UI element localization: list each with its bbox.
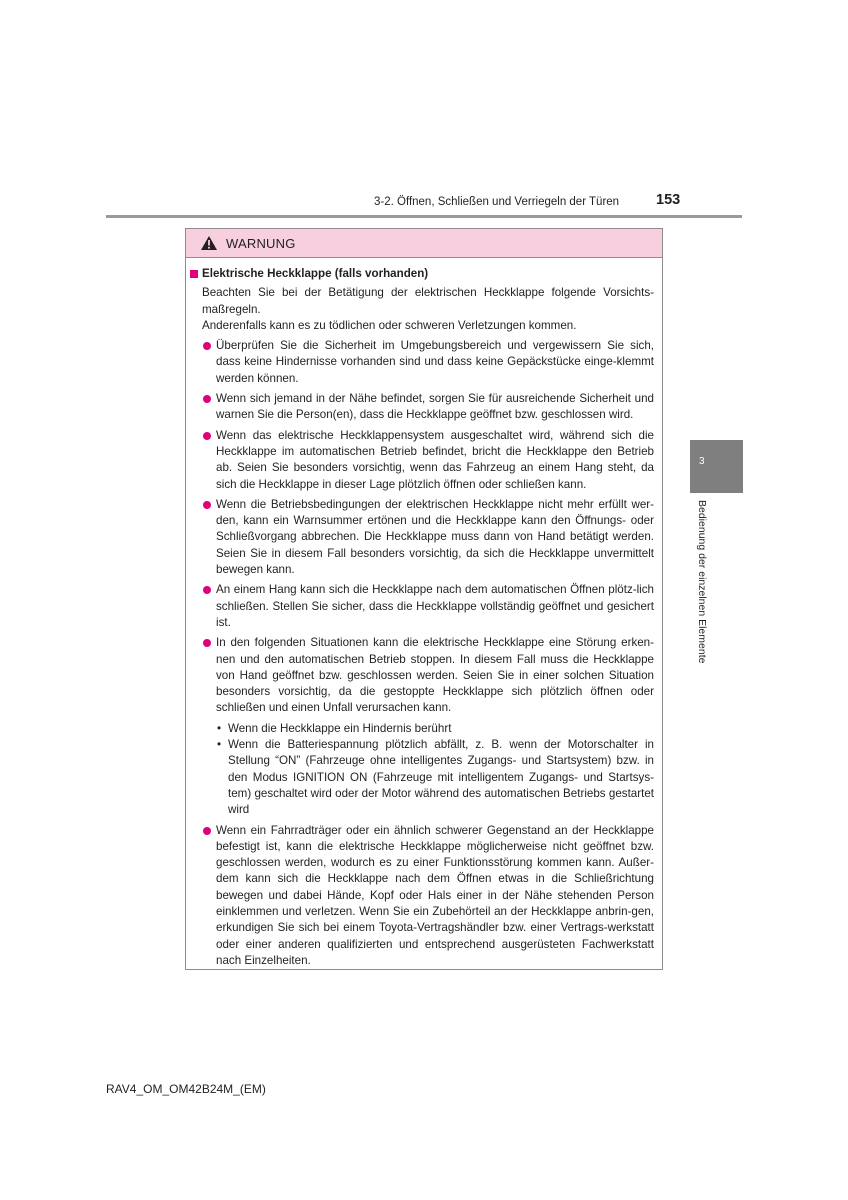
sub-list-item: [216, 721, 654, 737]
warning-body: [186, 258, 662, 969]
chapter-tab: [690, 440, 743, 493]
sub-list-item: [216, 737, 654, 818]
bullet-dot-icon: [203, 639, 211, 647]
sub-bullet-marker: •: [217, 738, 222, 752]
sub-list: [216, 721, 654, 819]
list-item: [202, 582, 654, 631]
section-title: Elektrische Heckklappe (falls vorhanden): [202, 267, 429, 280]
warning-list: [190, 338, 654, 969]
sub-list-item-text: Wenn die Heckklappe ein Hindernis berührt: [228, 721, 452, 735]
intro-paragraph-2: Anderenfalls kann es zu tödlichen oder schweren Verletzungen kommen.: [202, 318, 577, 332]
sub-bullet-marker: •: [217, 721, 222, 735]
list-item: [202, 338, 654, 387]
warning-title: WARNUNG: [226, 235, 296, 251]
list-item-text: Wenn sich jemand in der Nähe befindet, sorgen Sie für ausreichende Sicherheit und warnen Sie die Person(en), dass die Heckklappe geöffnet bzw. geschlossen wird.: [216, 392, 654, 422]
sub-list-item-text: Wenn die Batteriespannung plötzlich abfällt, z. B. wenn der Motorschalter in Stellung “ON” (Fahrzeuge ohne intelligentes Zugangs- und Startsystem) bzw. in den Modus IGNITION ON (Fahrzeuge mit intelligentem Zugangs- und Startsys-tem) geschaltet wird oder der Motor während des automatischen Betriebs gestartet wird: [228, 738, 654, 817]
chapter-number: 3: [699, 456, 705, 467]
list-item-text: An einem Hang kann sich die Heckklappe nach dem automatischen Öffnen plötz-lich schließen. Stellen Sie sicher, dass die Heckklappe vollständig geöffnet und gesichert ist.: [216, 583, 654, 629]
document-code: RAV4_OM_OM42B24M_(EM): [106, 1082, 266, 1096]
section-heading: [190, 266, 654, 282]
warning-triangle-icon: [200, 235, 218, 251]
bullet-dot-icon: [203, 432, 211, 440]
intro-paragraph-1: Beachten Sie bei der Betätigung der elektrischen Heckklappe folgende Vorsichts-maßregeln.: [202, 286, 654, 316]
list-item: [202, 497, 654, 578]
square-bullet-icon: [190, 270, 198, 278]
list-item-text: Wenn ein Fahrradträger oder ein ähnlich schwerer Gegenstand an der Heckklappe befestigt ist, kann die elektrische Heckklappe möglicherweise nicht geöffnet bzw. geschlossen werden, wodurch es zu einer Funktionsstörung kommen kann. Außer-dem kann sich die Heckklappe nach dem Öffnen etwas in die Schließrichtung bewegen und dabei Hände, Kopf oder Hals einer in der Nähe stehenden Person einklemmen und verletzen. Wenn Sie ein Zubehörteil an der Heckklappe anbrin-gen, erkundigen Sie sich bei einem Toyota-Vertragshändler bzw. einer Vertrags-werkstatt oder einer anderen qualifizierten und entsprechend ausgerüsteten Fachwerkstatt nach Einzelheiten.: [216, 823, 654, 967]
list-item-text: Überprüfen Sie die Sicherheit im Umgebungsbereich und vergewissern Sie sich, dass keine Hindernisse vorhanden sind und dass keine Gepäckstücke einge-klemmt werden können.: [216, 339, 654, 385]
list-item: [202, 428, 654, 493]
bullet-dot-icon: [203, 501, 211, 509]
header-section-title: 3-2. Öffnen, Schließen und Verriegeln der Türen: [374, 196, 620, 208]
bullet-dot-icon: [203, 342, 211, 350]
header-divider: [106, 215, 742, 218]
bullet-dot-icon: [203, 827, 211, 835]
list-item-text: Wenn das elektrische Heckklappensystem ausgeschaltet wird, während sich die Heckklappe im automatischen Betrieb befindet, bricht die Heckklappe den Betrieb ab. Seien Sie besonders vorsichtig, wenn das Fahrzeug an einem Hang steht, da sich die Heckklappe in dieser Lage plötzlich öffnen oder schließen kann.: [216, 428, 654, 491]
warning-box: [185, 228, 663, 970]
list-item-text: Wenn die Betriebsbedingungen der elektrischen Heckklappe nicht mehr erfüllt wer-den, kann ein Warnsummer ertönen und die Heckklappe kann den Öffnungs- oder Schließvorgang abbrechen. Die Heckklappe muss dann von Hand betätigt werden. Seien Sie in diesem Fall besonders vorsichtig, da sich die Heckklappe unvermittelt bewegen kann.: [216, 497, 654, 577]
chapter-label: Bedienung der einzelnen Elemente: [696, 500, 708, 664]
list-item: [202, 823, 654, 970]
list-item-text: In den folgenden Situationen kann die elektrische Heckklappe eine Störung erken-nen und den automatischen Betrieb stoppen. In diesem Fall muss die Heckklappe von Hand geöffnet bzw. geschlossen werden. Seien Sie in einer solchen Situation besonders vorsichtig, da die gestoppte Heckklappe sich plötzlich öffnen oder schließen und einen Unfall verursachen kann.: [216, 636, 654, 715]
list-item: [202, 391, 654, 424]
bullet-dot-icon: [203, 586, 211, 594]
bullet-dot-icon: [203, 395, 211, 403]
intro-text: [190, 285, 654, 334]
list-item: [202, 635, 654, 818]
page-number: 153: [656, 192, 681, 208]
warning-header: [186, 229, 662, 258]
